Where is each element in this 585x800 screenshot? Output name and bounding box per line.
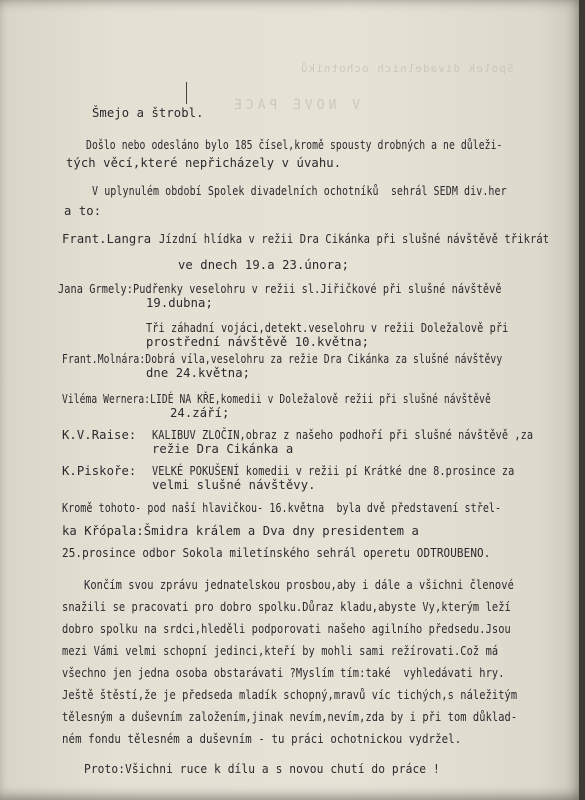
closing-appeal: Proto:Všichni ruce k dílu a s novou chutí do práce !: [84, 762, 440, 776]
play-entry: Jana Grmely:Pudřenky veselohru v režii sl.Jiřičkové při slušné návštěvě: [58, 282, 502, 296]
play-entry-cont: 24.září;: [170, 406, 230, 420]
play-entry: K.Piskoře:: [62, 464, 137, 478]
intro-line: V uplynulém období Spolek divadelních ochotníků sehrál SEDM div.her: [92, 184, 507, 198]
intro-line: tých věcí,které nepřicházely v úvahu.: [66, 156, 342, 170]
play-entry: Tři záhadní vojáci,detekt.veselohru v režii Doležalově při: [146, 321, 509, 335]
extra-line: 25.prosince odbor Sokola miletínského sehrál operetu ODTROUBENO.: [62, 546, 491, 560]
play-entry: K.V.Raise:: [62, 428, 137, 442]
play-entry-cont: prostřední návštěvě 10.května;: [146, 335, 370, 349]
intro-line: Došlo nebo odesláno bylo 185 čísel,kromě spousty drobných a ne důleži-: [86, 138, 503, 152]
play-entry-cont: velmi slušné návštěvy.: [152, 478, 316, 492]
extra-line: Kromě tohoto- pod naší hlavičkou- 16.května byla dvě představení střel-: [62, 501, 502, 515]
play-entry-cont: dne 24.května;: [146, 366, 251, 380]
play-entry-text: VELKÉ POKUŠENÍ komedii v režii pí Krátké dne 8.prosince za: [152, 464, 515, 478]
page-heading: Šmejo a štrobl.: [92, 106, 204, 120]
closing-line: všechno jen jedna osoba obstarávati ?Myslím tím:také vyhledávati hry.: [62, 666, 505, 680]
play-entry-cont: režie Dra Cikánka a: [152, 442, 294, 456]
closing-line: ném fondu tělesném a duševním - tu práci ochotnickou vydržel.: [62, 732, 462, 746]
bleed-through-text: Spolek divadelních ochotníků: [300, 62, 514, 75]
play-entry-text: KALIBUV ZLOČIN,obraz z našeho podhoří při slušné návštěvě ,za: [152, 428, 534, 442]
closing-line: Ještě štěstí,že je předseda mladík schopný,mravů víc tichých,s náležitým: [62, 688, 518, 702]
play-entry: Frant.Langra Jízdní hlídka v režii Dra Cikánka při slušné návštěvě třikrát: [62, 232, 549, 246]
play-entry: Viléma Wernera:LIDÉ NA KŘE,komedii v Doležalově režii při slušné návštěvě: [62, 392, 491, 406]
closing-line: mezi Vámi velmi schopní jedinci,kteří by mohli sami režírovati.Což má: [62, 644, 499, 658]
intro-line: a to:: [64, 204, 102, 218]
closing-line: snažili se pracovati pro dobro spolku.Důraz kladu,abyste Vy,kterým leží: [62, 600, 511, 614]
bleed-through-text: V NOVÉ PACE: [230, 98, 361, 113]
play-entry-cont: ve dnech 19.a 23.února;: [178, 258, 350, 272]
margin-mark: [186, 82, 187, 104]
play-entry-cont: 19.dubna;: [146, 296, 213, 310]
play-entry: Frant.Molnára:Dobrá víla,veselohru za režie Dra Cikánka za slušné návštěvy: [62, 352, 503, 366]
closing-line: dobro spolku na srdci,hleděli podporovati našeho agilního předsedu.Jsou: [62, 622, 511, 636]
closing-line: tělesným a duševním založením,jinak nevím,nevím,zda by i při tom důklad-: [62, 710, 518, 724]
extra-line: ka Křópala:Šmidra králem a Dva dny presidentem a: [62, 524, 419, 538]
closing-line: Končím svou zprávu jednatelskou prosbou,aby i dále a všichni členové: [84, 578, 514, 592]
